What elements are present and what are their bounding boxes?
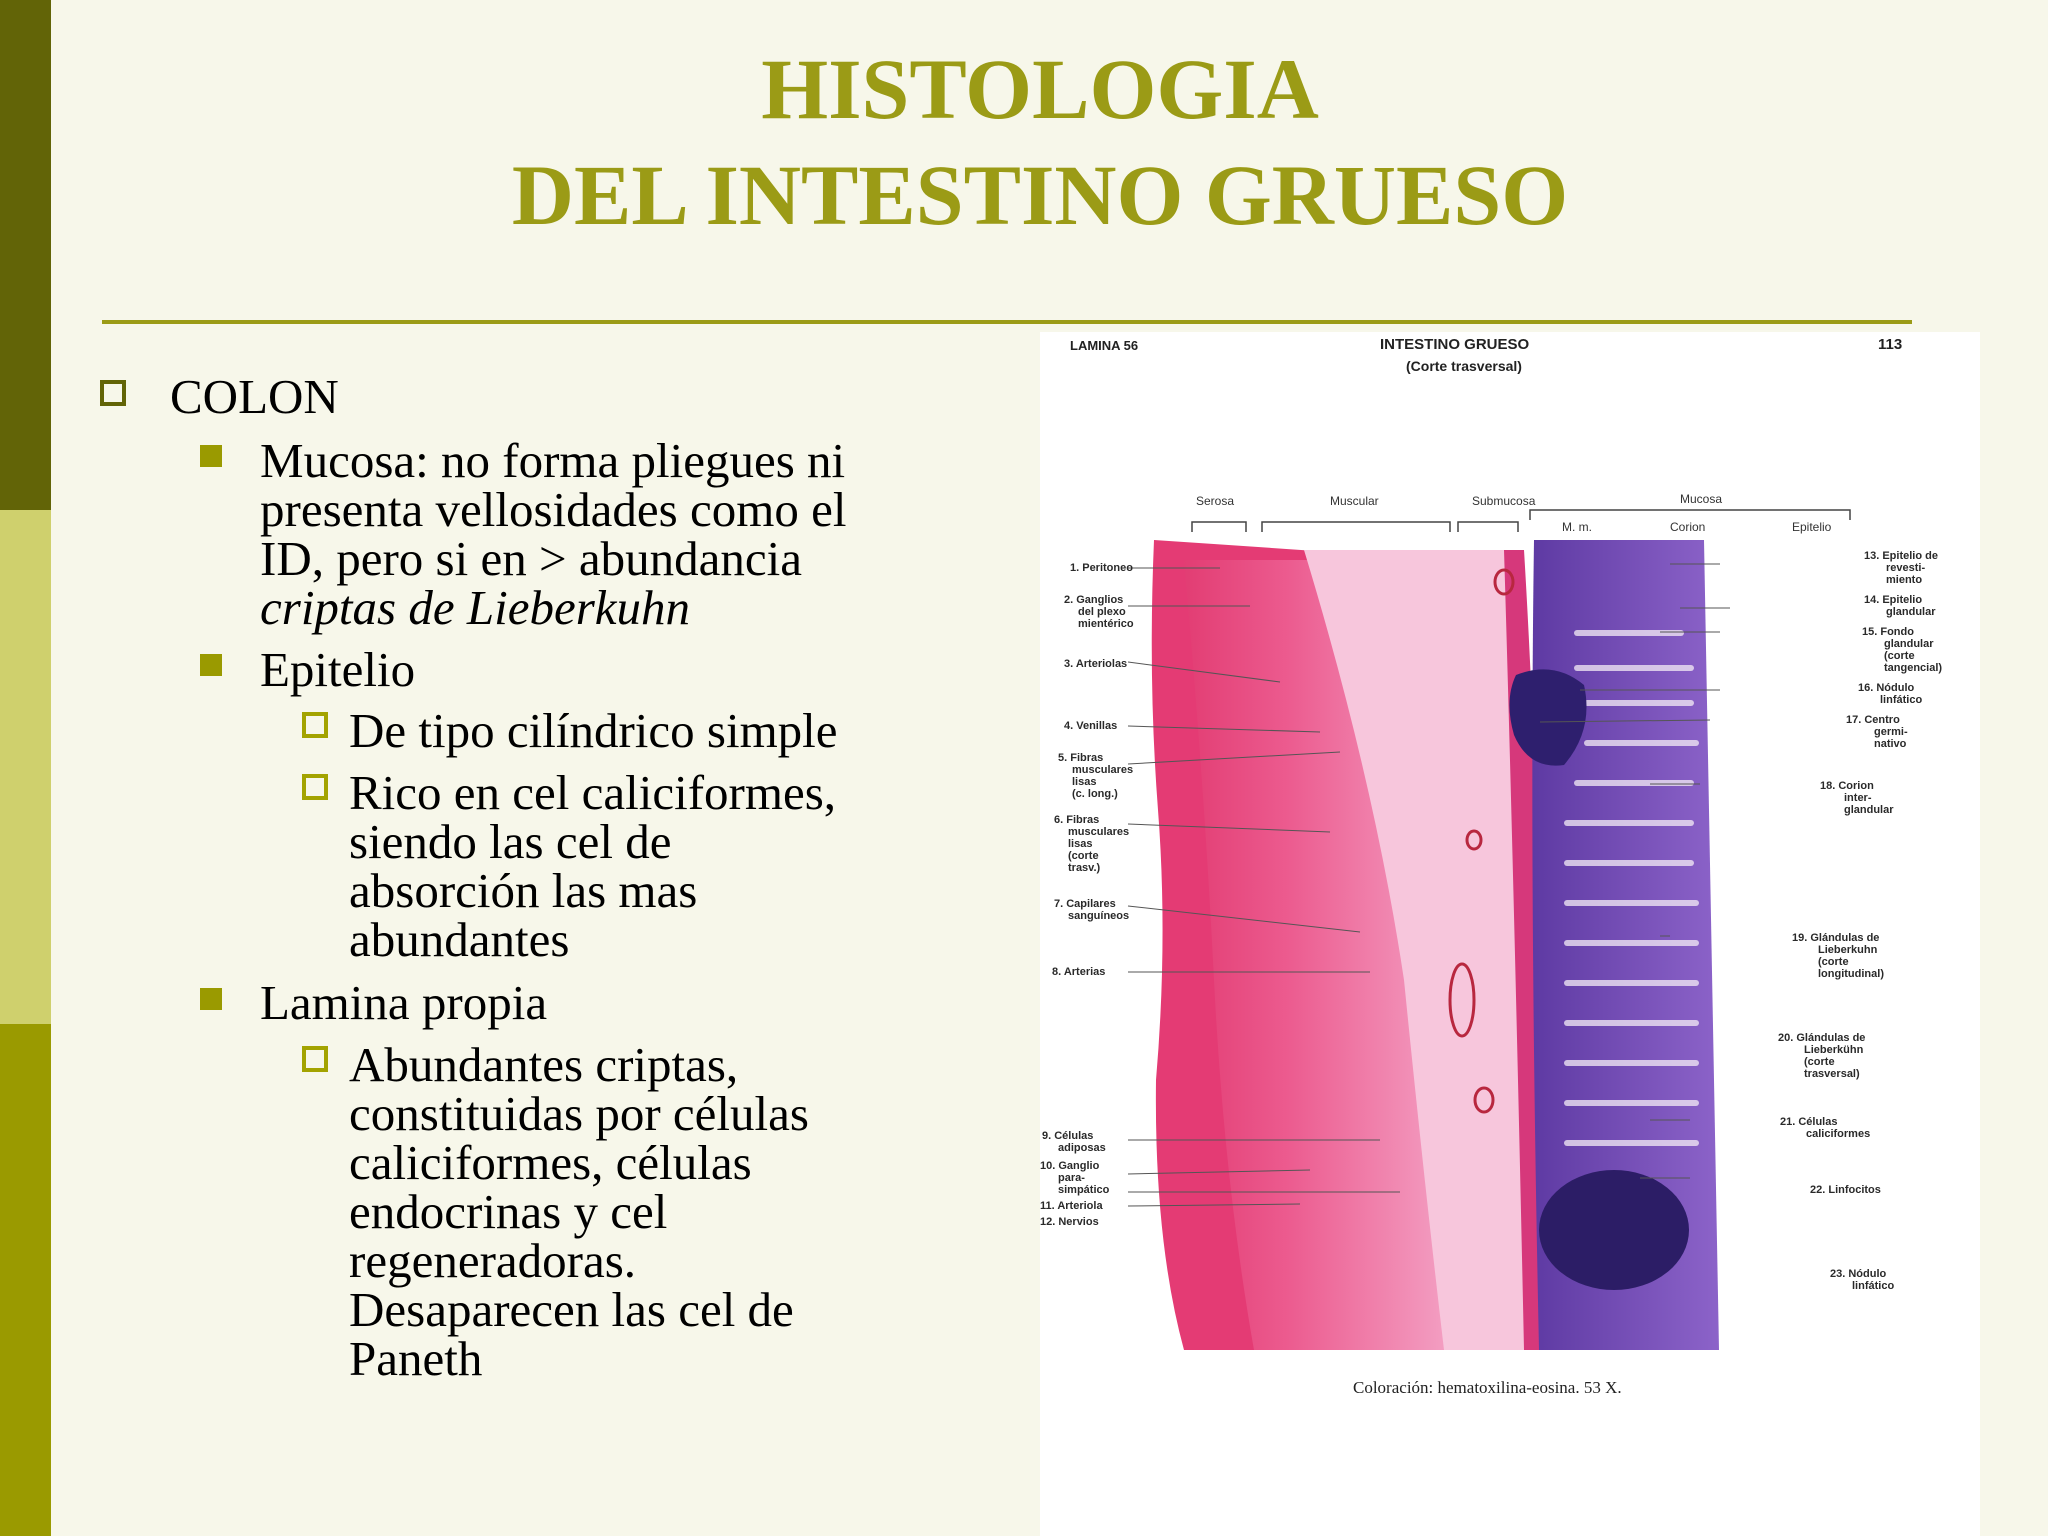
label-line: glandular xyxy=(1886,606,1936,618)
label-line: 1. Peritoneo xyxy=(1070,562,1133,574)
bullet-marker-icon xyxy=(100,380,126,406)
label-line: (corte xyxy=(1068,850,1099,862)
plate-subheader: (Corte trasversal) xyxy=(1406,358,1522,374)
label-line: adiposas xyxy=(1058,1142,1106,1154)
title-line-1: HISTOLOGIA xyxy=(761,41,1319,137)
label-line: 21. Células xyxy=(1780,1116,1838,1128)
label-arterias xyxy=(1052,966,1105,978)
label-venillas xyxy=(1064,720,1117,732)
bullet-epitelio-tipo: De tipo cilíndrico simple xyxy=(349,703,838,758)
label-line: 22. Linfocitos xyxy=(1810,1184,1881,1196)
label-line: caliciformes xyxy=(1806,1128,1871,1140)
label-epitelio-glandular xyxy=(1864,594,1936,618)
label-line: 13. Epitelio de xyxy=(1864,550,1938,562)
title-line-2: DEL INTESTINO GRUESO xyxy=(511,147,1569,243)
bullet-criptas-line: endocrinas y cel xyxy=(349,1184,668,1239)
sub-sub-bullet-marker-icon xyxy=(302,1046,328,1072)
bullet-mucosa-line: presenta vellosidades como el xyxy=(260,482,847,537)
sub-bullet-marker-icon xyxy=(200,654,222,676)
bullet-mucosa-line: ID, pero si en > abundancia xyxy=(260,531,802,586)
label-line: 4. Venillas xyxy=(1064,720,1118,732)
label-line: 17. Centro xyxy=(1846,714,1900,726)
label-nodulo-linfatico-23 xyxy=(1830,1268,1894,1292)
label-ganglio-parasimpatico xyxy=(1040,1160,1109,1196)
layer-label-mucosa: Mucosa xyxy=(1680,492,1723,506)
label-line: 16. Nódulo xyxy=(1858,682,1915,694)
label-nervios xyxy=(1040,1216,1099,1228)
bullet-caliciformes-line: siendo las cel de xyxy=(349,814,672,869)
layer-label-submucosa: Submucosa xyxy=(1472,494,1536,508)
label-line: (corte xyxy=(1818,956,1849,968)
label-line: 23. Nódulo xyxy=(1830,1268,1887,1280)
label-line: 7. Capilares xyxy=(1054,898,1116,910)
label-fibras-long xyxy=(1058,752,1133,800)
label-line: 6. Fibras xyxy=(1054,814,1100,826)
label-celulas-adiposas xyxy=(1042,1130,1106,1154)
label-line: glandular xyxy=(1844,804,1894,816)
label-line: trasversal) xyxy=(1804,1068,1860,1080)
label-line: 10. Ganglio xyxy=(1040,1160,1100,1172)
label-line: musculares xyxy=(1068,826,1130,838)
label-arteriolas xyxy=(1064,658,1127,670)
label-pointer-lines xyxy=(1040,332,1980,1352)
label-line: 18. Corion xyxy=(1820,780,1874,792)
label-line: musculares xyxy=(1072,764,1134,776)
label-line: para- xyxy=(1058,1172,1085,1184)
bullet-caliciformes-line: Rico en cel caliciformes, xyxy=(349,765,837,820)
label-line: 11. Arteriola xyxy=(1040,1200,1103,1212)
bullet-epitelio: Epitelio xyxy=(260,642,416,697)
label-centro-germinativo xyxy=(1846,714,1908,750)
layer-label-muscular: Muscular xyxy=(1330,494,1379,508)
label-line: trasv.) xyxy=(1068,862,1101,874)
label-line: inter- xyxy=(1844,792,1872,804)
plate-header: INTESTINO GRUESO xyxy=(1380,336,1530,353)
label-line: lisas xyxy=(1072,776,1097,788)
label-line: Lieberkuhn xyxy=(1818,944,1878,956)
label-fibras-trasv xyxy=(1054,814,1129,874)
label-line: linfático xyxy=(1880,694,1923,706)
label-line: 12. Nervios xyxy=(1040,1216,1099,1228)
label-line: revesti- xyxy=(1886,562,1926,574)
label-line: sanguíneos xyxy=(1068,910,1130,922)
label-capilares xyxy=(1054,898,1129,922)
label-line: mientérico xyxy=(1078,618,1134,630)
histology-plate xyxy=(1040,332,1980,1536)
label-glandulas-longitudinal xyxy=(1792,932,1884,980)
label-line: tangencial) xyxy=(1884,662,1943,674)
label-line: glandular xyxy=(1884,638,1934,650)
label-line: linfático xyxy=(1852,1280,1895,1292)
label-line: lisas xyxy=(1068,838,1093,850)
label-celulas-caliciformes xyxy=(1780,1116,1870,1140)
label-epitelio-revestimiento xyxy=(1864,550,1938,586)
bullet-list xyxy=(0,0,1000,1536)
bullet-criptas-line: Paneth xyxy=(349,1331,483,1386)
label-line: 5. Fibras xyxy=(1058,752,1104,764)
bullet-lamina-propia: Lamina propia xyxy=(260,975,548,1030)
label-line: del plexo xyxy=(1078,606,1126,618)
label-line: Lieberkühn xyxy=(1804,1044,1864,1056)
bullet-criptas-line: Abundantes criptas, xyxy=(349,1037,739,1092)
label-glandulas-trasversal xyxy=(1778,1032,1865,1080)
label-ganglios xyxy=(1064,594,1134,630)
bullet-colon: COLON xyxy=(170,369,339,424)
label-line: (c. long.) xyxy=(1072,788,1118,800)
label-fondo-glandular xyxy=(1862,626,1942,674)
plate-caption: Coloración: hematoxilina-eosina. 53 X. xyxy=(1353,1378,1622,1397)
label-peritoneo xyxy=(1070,562,1133,574)
sublayer-label-corion: Corion xyxy=(1670,520,1706,534)
plate-number: LAMINA 56 xyxy=(1070,338,1139,353)
bullet-epitelio-caliciformes xyxy=(349,765,837,967)
sublayer-label-mm: M. m. xyxy=(1562,520,1592,534)
bullet-criptas-line: caliciformes, células xyxy=(349,1135,752,1190)
bullet-lamina-criptas xyxy=(349,1037,809,1386)
bullet-mucosa-italic: criptas de Lieberkuhn xyxy=(260,580,691,635)
bullet-caliciformes-line: absorción las mas xyxy=(349,863,698,918)
label-line: 9. Células xyxy=(1042,1130,1094,1142)
label-line: nativo xyxy=(1874,738,1907,750)
label-arteriola xyxy=(1040,1200,1103,1212)
label-line: 20. Glándulas de xyxy=(1778,1032,1866,1044)
bullet-criptas-line: constituidas por células xyxy=(349,1086,809,1141)
bullet-mucosa xyxy=(260,433,847,635)
label-line: miento xyxy=(1886,574,1923,586)
sub-bullet-marker-icon xyxy=(200,988,222,1010)
bullet-mucosa-line: Mucosa: no forma pliegues ni xyxy=(260,433,846,488)
label-line: simpático xyxy=(1058,1184,1110,1196)
label-line: 14. Epitelio xyxy=(1864,594,1923,606)
label-linfocitos xyxy=(1810,1184,1881,1196)
label-line: 15. Fondo xyxy=(1862,626,1914,638)
label-line: 2. Ganglios xyxy=(1064,594,1124,606)
sublayer-label-epitelio: Epitelio xyxy=(1792,520,1832,534)
bullet-criptas-line: regeneradoras. xyxy=(349,1233,637,1288)
layer-label-serosa: Serosa xyxy=(1196,494,1235,508)
label-line: (corte xyxy=(1804,1056,1835,1068)
label-nodulo-linfatico-16 xyxy=(1858,682,1922,706)
label-line: longitudinal) xyxy=(1818,968,1884,980)
label-line: (corte xyxy=(1884,650,1915,662)
bullet-criptas-line: Desaparecen las cel de xyxy=(349,1282,794,1337)
label-corion-interglandular xyxy=(1820,780,1894,816)
label-line: 19. Glándulas de xyxy=(1792,932,1880,944)
bullet-caliciformes-line: abundantes xyxy=(349,912,570,967)
label-line: germi- xyxy=(1874,726,1908,738)
sub-sub-bullet-marker-icon xyxy=(302,712,328,738)
label-line: 8. Arterias xyxy=(1052,966,1106,978)
plate-page-number: 113 xyxy=(1878,336,1903,353)
label-line: 3. Arteriolas xyxy=(1064,658,1128,670)
sub-bullet-marker-icon xyxy=(200,445,222,467)
sub-sub-bullet-marker-icon xyxy=(302,774,328,800)
